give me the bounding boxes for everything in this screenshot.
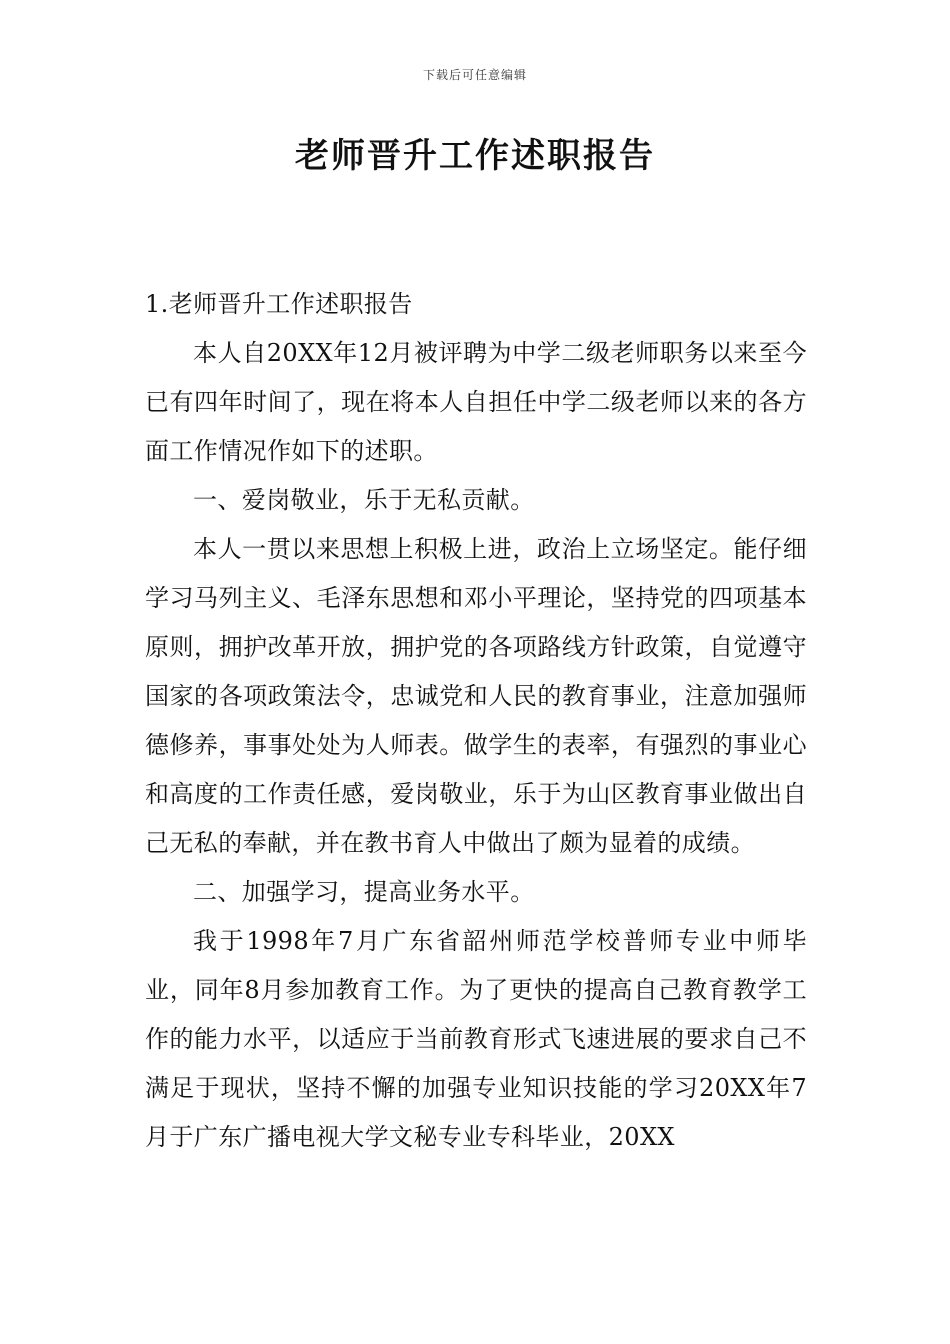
section-heading-2: 二、加强学习，提高业务水平。 <box>193 878 535 906</box>
paragraph-section-2: 我于1998年7月广东省韶州师范学校普师专业中师毕业，同年8月参加教育工作。为了更快的提高自己教育教学工作的能力水平，以适应于当前教育形式飞速进展的要求自己不满足于现状，坚持不懈的加强专业知识技能的学习20XX年7月于广东广播电视大学文秘专业专科毕业，20XX <box>145 927 807 1151</box>
paragraph-intro: 本人自20XX年12月被评聘为中学二级老师职务以来至今已有四年时间了，现在将本人自担任中学二级老师以来的各方面工作情况作如下的述职。 <box>145 339 807 465</box>
paragraph-section-1: 本人一贯以来思想上积极上进，政治上立场坚定。能仔细学习马列主义、毛泽东思想和邓小平理论，坚持党的四项基本原则，拥护改革开放，拥护党的各项路线方针政策，自觉遵守国家的各项政策法令，忠诚党和人民的教育事业，注意加强师德修养，事事处处为人师表。做学生的表率，有强烈的事业心和高度的工作责任感，爱岗敬业，乐于为山区教育事业做出自己无私的奉献，并在教书育人中做出了颇为显着的成绩。 <box>145 535 807 857</box>
section-heading: 1.老师晋升工作述职报告 <box>145 290 413 318</box>
document-body <box>145 280 807 1162</box>
header-note: 下载后可任意编辑 <box>422 68 527 82</box>
section-heading-1: 一、爱岗敬业，乐于无私贡献。 <box>193 486 535 514</box>
document-title: 老师晋升工作述职报告 <box>295 136 655 176</box>
